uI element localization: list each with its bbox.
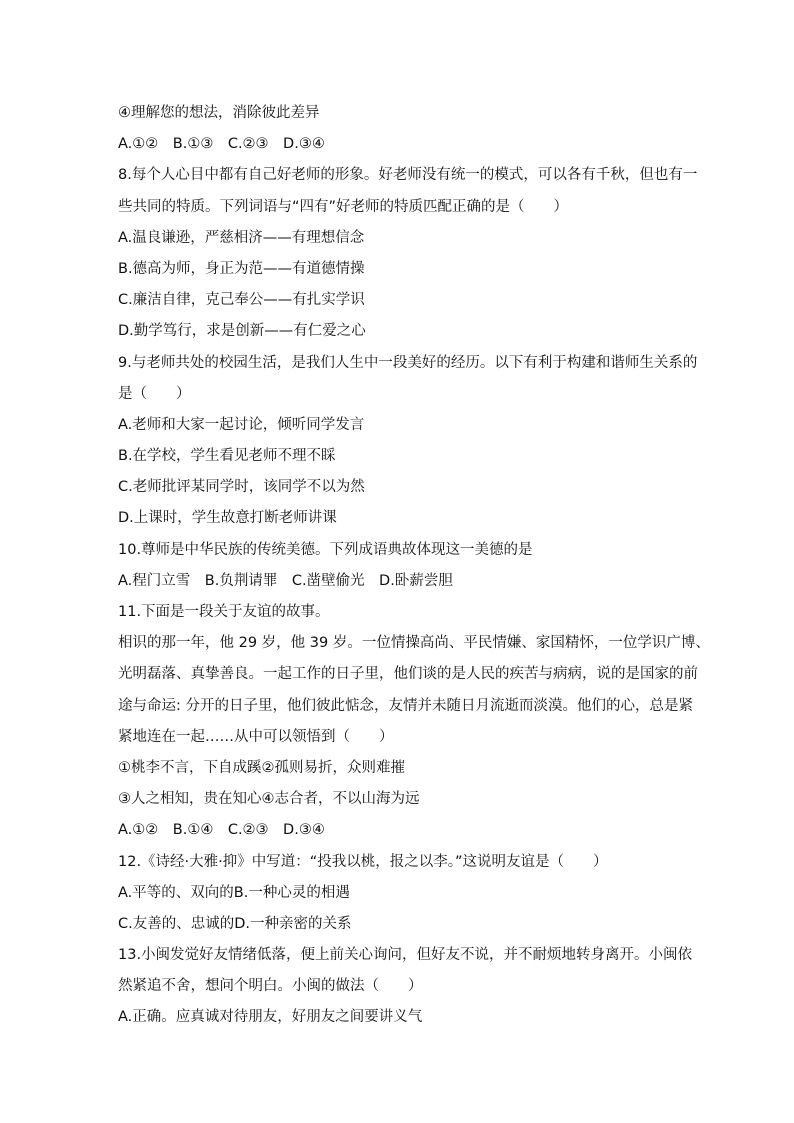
q10-stem: 10.尊师是中华民族的传统美德。下列成语典故体现这一美德的是: [118, 541, 533, 558]
q11-choices: A.①② B.①④ C.②③ D.③④: [118, 822, 325, 839]
q9-option-d: D.上课时，学生故意打断老师讲课: [118, 510, 337, 527]
q8-option-b: B.德高为师，身正为范——有道德情操: [118, 260, 365, 277]
q9-stem-line-1: 9.与老师共处的校园生活，是我们人生中一段美好的经历。以下有利于构建和谐师生关系的: [118, 354, 698, 371]
q12-options-cd: C.友善的、忠诚的D.一种亲密的关系: [118, 915, 352, 932]
q12-options-ab: A.平等的、双向的B.一种心灵的相遇: [118, 884, 350, 901]
q9-option-c: C.老师批评某同学时，该同学不以为然: [118, 479, 365, 496]
q7-choices: A.①② B.①③ C.②③ D.③④: [118, 136, 325, 153]
q8-stem-line-1: 8.每个人心目中都有自己好老师的形象。好老师没有统一的模式，可以各有千秋，但也有一: [118, 167, 698, 184]
q9-option-a: A.老师和大家一起讨论，倾听同学发言: [118, 416, 365, 433]
q10-choices: A.程门立雪 B.负荆请罪 C.凿壁偷光 D.卧薪尝胆: [118, 572, 453, 589]
q11-passage-line-3: 途与命运: 分开的日子里，他们彼此惦念，友情并未随日月流逝而淡漠。他们的心，总是紧: [118, 697, 693, 714]
q11-options-line-1: ①桃李不言，下自成蹊②孤则易折，众则难摧: [118, 759, 405, 776]
q13-option-a: A.正确。应真诚对待朋友，好朋友之间要讲义气: [118, 1009, 423, 1026]
q11-passage-line-2: 光明磊落、真挚善良。一起工作的日子里，他们谈的是人民的疾苦与病病，说的是国家的前: [118, 666, 698, 683]
q8-stem-line-2: 些共同的特质。下列词语与“四有”好老师的特质匹配正确的是（ ）: [118, 198, 569, 215]
option-line-4: ④理解您的想法，消除彼此差异: [118, 105, 320, 121]
q9-option-b: B.在学校，学生看见老师不理不睬: [118, 448, 336, 465]
document-page: [118, 98, 710, 1034]
q9-stem-line-2: 是（ ）: [118, 385, 191, 402]
q11-passage-line-4: 紧地连在一起……从中可以领悟到（ ）: [118, 728, 394, 745]
q13-stem-line-2: 然紧追不舍，想问个明白。小闽的做法（ ）: [118, 978, 423, 995]
q11-options-line-2: ③人之相知，贵在知心④志合者，不以山海为远: [118, 791, 420, 808]
q8-option-d: D.勤学笃行，求是创新——有仁爱之心: [118, 323, 366, 340]
q11-passage-line-1: 相识的那一年，他 29 岁，他 39 岁。一位情操高尚、平民情嫌、家国精怀，一位学识广博、: [118, 635, 710, 652]
q8-option-c: C.廉洁自律，克己奉公——有扎实学识: [118, 292, 365, 309]
q13-stem-line-1: 13.小闽发觉好友情绪低落，便上前关心询问，但好友不说，并不耐烦地转身离开。小闽依: [118, 947, 693, 964]
q8-option-a: A.温良谦逊，严慈相济——有理想信念: [118, 229, 365, 246]
q12-stem: 12.《诗经·大雅·抑》中写道：“投我以桃，报之以李。”这说明友谊是（ ）: [118, 853, 608, 870]
q11-stem: 11.下面是一段关于友谊的故事。: [118, 604, 330, 620]
